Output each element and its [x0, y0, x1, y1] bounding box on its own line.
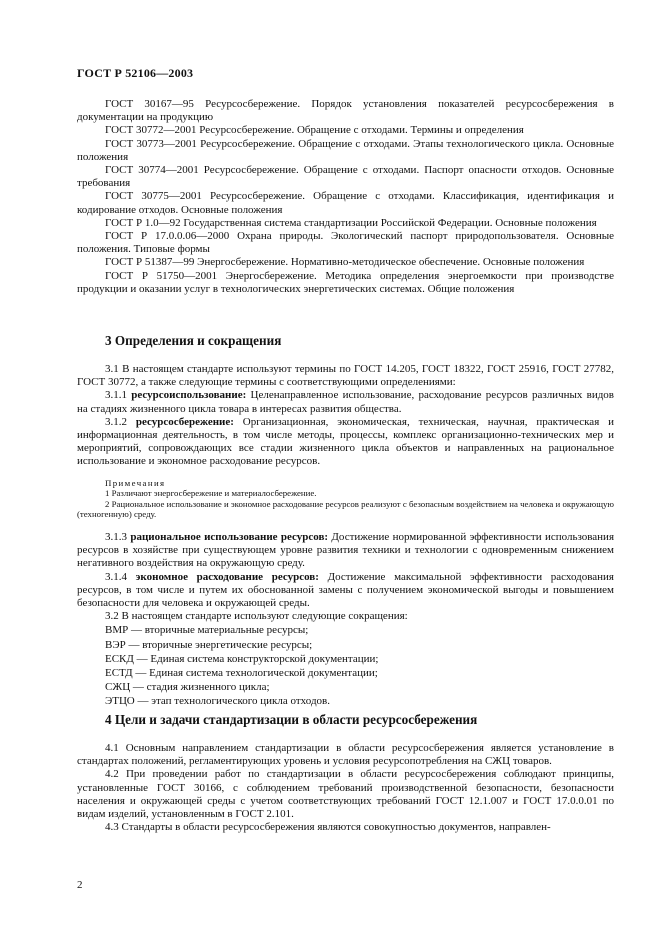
clause-4-3: 4.3 Стандарты в области ресурсосбережения являются совокупностью документов, направлен-: [105, 821, 551, 834]
abbreviation-item: СЖЦ — стадия жизненного цикла;: [105, 681, 270, 694]
term-number: 3.1.2: [105, 415, 136, 428]
reference-item: ГОСТ Р 51750—2001 Энергосбережение. Методика определения энергоемкости при производстве продукции и оказании услуг в технологических энергетических системах. Общие положения: [77, 269, 614, 295]
term-number: 3.1.3: [105, 531, 131, 543]
reference-item: ГОСТ 30772—2001 Ресурсосбережение. Обращение с отходами. Термины и определения: [105, 124, 524, 137]
term-number: 3.1.4: [105, 570, 136, 583]
section-4-body: [77, 742, 614, 834]
clause-3-2: 3.2 В настоящем стандарте используют следующие сокращения:: [105, 610, 408, 623]
running-header: ГОСТ Р 52106—2003: [77, 66, 194, 80]
term-name: ресурсоиспользование:: [131, 389, 247, 402]
abbreviation-item: ЕСТД — Единая система технологической документации;: [105, 667, 378, 680]
notes-title: Примечания: [105, 477, 166, 488]
notes-block: [77, 478, 614, 520]
term-number: 3.1.1: [105, 389, 132, 402]
note-item: 2 Рациональное использование и экономное расходование ресурсов реализуют с безопасным воздействием на человека и окружающую (техногенную) среду.: [77, 498, 614, 520]
note-item: 1 Различают энергосбережение и материалосбережение.: [105, 488, 317, 499]
section-3-heading: 3 Определения и сокращения: [105, 333, 282, 348]
normative-references-list: [77, 98, 614, 296]
reference-item: ГОСТ 30774—2001 Ресурсосбережение. Обращение с отходами. Паспорт опасности отходов. Основные требования: [77, 164, 614, 190]
clause-4-2: 4.2 При проведении работ по стандартизации в области ресурсосбережения соблюдают принципы, установленные ГОСТ 30166, с соблюдением требований производственной безопасности, безопасности населения и окружающей среды с учетом соответствующих требований ГОСТ 12.1.007 и ГОСТ 17.0.0.01 по видам изделий, установленным в ГОСТ 2.101.: [77, 768, 614, 821]
clause-4-1: 4.1 Основным направлением стандартизации в области ресурсосбережения является установление в стандартах положений, регламентирующих уровень и условия ресурсопотребления на СЖЦ товаров.: [77, 742, 614, 768]
term-name: экономное расходование ресурсов:: [135, 570, 319, 583]
reference-item: ГОСТ 30773—2001 Ресурсосбережение. Обращение с отходами. Этапы технологического цикла. Основные положения: [77, 137, 614, 163]
term-3-1-2: [77, 416, 614, 469]
term-definition: Достижение нормированной эффективности использования ресурсов в хозяйстве при существующем уровне развития техники и технологии с одновременным снижением негативного воздействия на окружающую среду.: [77, 531, 615, 570]
term-definition: Целенаправленное использование, расходование ресурсов различных видов на стадиях жизненного цикла товара в интересах развития общества.: [77, 389, 614, 415]
abbreviation-item: ЭТЦО — этап технологического цикла отходов.: [105, 695, 330, 708]
reference-item: ГОСТ 30167—95 Ресурсосбережение. Порядок установления показателей ресурсосбережения в документации на продукцию: [77, 98, 614, 124]
reference-item: ГОСТ 30775—2001 Ресурсосбережение. Обращение с отходами. Классификация, идентификация и кодирование отходов. Основные положения: [77, 190, 614, 216]
term-name: рациональное использование ресурсов:: [130, 531, 329, 543]
term-3-1-4: [77, 571, 614, 611]
term-3-1-1: [77, 389, 614, 415]
abbreviation-item: ВЭР — вторичные энергетические ресурсы;: [105, 638, 313, 651]
abbreviation-item: ВМР — вторичные материальные ресурсы;: [105, 624, 309, 637]
clause-3-1: 3.1 В настоящем стандарте используют термины по ГОСТ 14.205, ГОСТ 18322, ГОСТ 25916, ГОСТ 27782, ГОСТ 30772, а также следующие термины с соответствующими определениями:: [77, 363, 614, 389]
section-3-body: [77, 363, 614, 709]
term-3-1-3: [77, 531, 614, 571]
term-definition: Достижение максимальной эффективности расходования ресурсов, в том числе и путем их обоснованной замены с получением экономической выгоды и повышением безопасности для человека и окружающей среды.: [77, 570, 614, 610]
reference-item: ГОСТ Р 51387—99 Энергосбережение. Нормативно-методическое обеспечение. Основные положения: [105, 256, 585, 269]
reference-item: ГОСТ Р 17.0.0.06—2000 Охрана природы. Экологический паспорт природопользователя. Основные положения. Типовые формы: [77, 230, 614, 256]
abbreviation-item: ЕСКД — Единая система конструкторской документации;: [105, 652, 379, 665]
section-4-heading: 4 Цели и задачи стандартизации в области ресурсосбережения: [105, 712, 478, 727]
term-definition: Организационная, экономическая, техническая, научная, практическая и информационная деятельность, в том числе методы, процессы, комплекс организационно-технических мер и мероприятий, сопровождающих все стадии жизненного цикла объектов и направленных на рациональное использование и экономное расходование ресурсов.: [77, 415, 615, 468]
term-name: ресурсосбережение:: [135, 415, 234, 428]
page-number: 2: [77, 879, 83, 891]
reference-item: ГОСТ Р 1.0—92 Государственная система стандартизации Российской Федерации. Основные положения: [105, 216, 597, 229]
